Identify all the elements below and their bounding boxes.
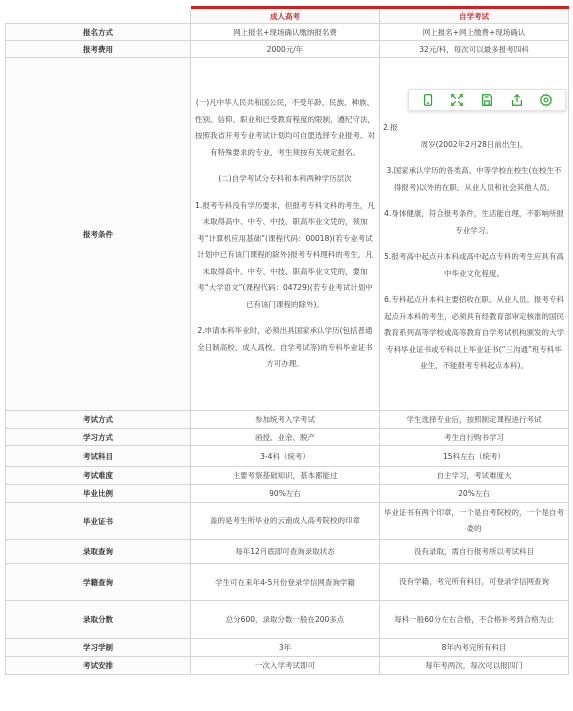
cell-self: 32元/科，每次可以最多报考四科 xyxy=(380,41,569,58)
copy-button[interactable] xyxy=(418,91,438,109)
row-label: 考试方式 xyxy=(6,411,191,429)
cell-self: 8年内考完所有科目 xyxy=(380,639,569,657)
table-row xyxy=(6,467,569,485)
expand-button[interactable] xyxy=(447,91,467,109)
condition-paragraph: 2.报 xyxy=(383,123,398,132)
expand-icon xyxy=(450,93,464,107)
condition-paragraph: 4.身体健康，符合报考条件，生活能自理，不影响所报专业学习。 xyxy=(384,209,564,235)
cell-adult-conditions xyxy=(191,58,380,411)
cell-self: 学生选择专业后，按照制定课程进行考试 xyxy=(380,411,569,429)
table-row xyxy=(6,503,569,540)
cell-self: 15科左右（统考） xyxy=(380,446,569,467)
condition-paragraph: 1.报考专科没有学历要求，但报考专科文科的考生，凡未取得高中、中专、中技、职高毕业文凭的，须加考“计算机应用基础”(课程代码：00018)(若专业考试计划中已有该门课程的除外)报考专科理科的考生，凡未取得高中、中专、中技、职高毕业文凭的，要加考“大学语文”(课程代码：04729)(若专业考试计划中已有该门课程的除外)。 xyxy=(195,200,375,309)
save-button[interactable] xyxy=(477,91,497,109)
row-label: 考试安排 xyxy=(6,657,191,675)
condition-paragraph: (二)自学考试分专科和本科两种学历层次 xyxy=(218,174,352,184)
cell-self: 每科一般60分左右合格，不合格补考到合格为止 xyxy=(380,601,569,639)
table-row xyxy=(6,41,569,58)
copy-icon xyxy=(421,93,435,107)
row-label: 报考条件 xyxy=(6,58,191,411)
cell-self: 网上报名+网上缴费+现场确认 xyxy=(380,24,569,41)
settings-icon xyxy=(539,93,553,107)
cell-self: 没有学籍，考完所有科目，可登录学信网查询 xyxy=(380,564,569,601)
row-label: 报考费用 xyxy=(6,41,191,58)
cell-adult: 2000元/年 xyxy=(191,41,380,58)
table-row xyxy=(6,540,569,564)
share-icon xyxy=(510,93,524,107)
table-row xyxy=(6,485,569,503)
cell-adult: 主要考察基础知识，基本都能过 xyxy=(191,467,380,485)
table-header-row xyxy=(6,8,569,24)
cell-adult: 学生可在来年4-5月份登录学信网查询学籍 xyxy=(191,564,380,601)
condition-paragraph: 6.专科起点升本科主要招收在职、从业人员。报考专科起点升本科的考生，必须具有经教育部审定核准的国民教育系列高等学校或高等教育自学考试机构颁发的大学专科毕业证书或专科以上毕业证书(“三沟通”班专科毕业生，不能报考专科起点本科)。 xyxy=(384,295,564,370)
row-label: 录取分数 xyxy=(6,601,191,639)
cell-adult: 每年12月底即可查询录取状态 xyxy=(191,540,380,564)
cell-adult: 网上报名+现场确认缴纳报名费 xyxy=(191,24,380,41)
cell-self: 自主学习，考试难度大 xyxy=(380,467,569,485)
cell-adult: 参加统考入学考试 xyxy=(191,411,380,429)
condition-paragraph: 周岁(2002年2月28日前出生)。 xyxy=(420,139,528,149)
header-blank xyxy=(6,8,191,24)
table-row xyxy=(6,446,569,467)
cell-self: 考生自行购书学习 xyxy=(380,429,569,446)
row-label: 学习方式 xyxy=(6,429,191,446)
table-row xyxy=(6,639,569,657)
share-button[interactable] xyxy=(507,91,527,109)
cell-self: 没有录取，需自行报考所以考试科目 xyxy=(380,540,569,564)
table-row xyxy=(6,657,569,675)
row-label: 学籍查询 xyxy=(6,564,191,601)
header-adult-exam: 成人高考 xyxy=(191,8,380,24)
cell-adult: 总分600，录取分数一般在200多点 xyxy=(191,601,380,639)
row-label: 学习学制 xyxy=(6,639,191,657)
cell-self: 20%左右 xyxy=(380,485,569,503)
row-label: 录取查询 xyxy=(6,540,191,564)
table-row xyxy=(6,411,569,429)
condition-paragraph: (一)凡中华人民共和国公民，不受年龄、民族、种族、性别、信仰、职业和已受教育程度的限制，遵纪守法，按照我省开考专业考试计划均可自愿选择专业报考。对有特殊要求的专业，考生须按有关规定报名。 xyxy=(195,98,375,157)
row-label: 考试难度 xyxy=(6,467,191,485)
cell-adult: 3年 xyxy=(191,639,380,657)
row-label: 报名方式 xyxy=(6,24,191,41)
save-icon xyxy=(480,93,494,107)
cell-adult: 90%左右 xyxy=(191,485,380,503)
cell-adult: 盖的是考生所毕业的云南成人高考院校的印章 xyxy=(191,503,380,540)
cell-adult: 函授、业余、脱产 xyxy=(191,429,380,446)
table-row xyxy=(6,429,569,446)
row-label: 考试科目 xyxy=(6,446,191,467)
settings-button[interactable] xyxy=(536,91,556,109)
cell-self: 每年考两次，每次可以报四门 xyxy=(380,657,569,675)
condition-paragraph: 5.报考高中起点升本科或高中起点专科的考生应具有高中毕业文化程度。 xyxy=(384,252,564,278)
row-label: 毕业比例 xyxy=(6,485,191,503)
cell-adult: 一次入学考试即可 xyxy=(191,657,380,675)
condition-paragraph: 3.国家承认学历的各类高、中等学校在校生(在校生不得报考)以外的在职、从业人员和社会其他人员。 xyxy=(386,166,562,192)
table-row xyxy=(6,24,569,41)
floating-toolbar xyxy=(408,89,566,111)
cell-adult: 3-4科（统考） xyxy=(191,446,380,467)
header-self-study-exam: 自学考试 xyxy=(380,8,569,24)
row-label: 毕业证书 xyxy=(6,503,191,540)
table-row xyxy=(6,601,569,639)
table-row xyxy=(6,564,569,601)
condition-paragraph: 2.申请本科毕业时，必须出具国家承认学历(包括普通全日制高校、成人高校、自学考试等)的专科毕业证书方可办理。 xyxy=(197,326,373,369)
cell-self: 毕业证书有两个印章，一个是自考院校的，一个是自考委的 xyxy=(380,503,569,540)
